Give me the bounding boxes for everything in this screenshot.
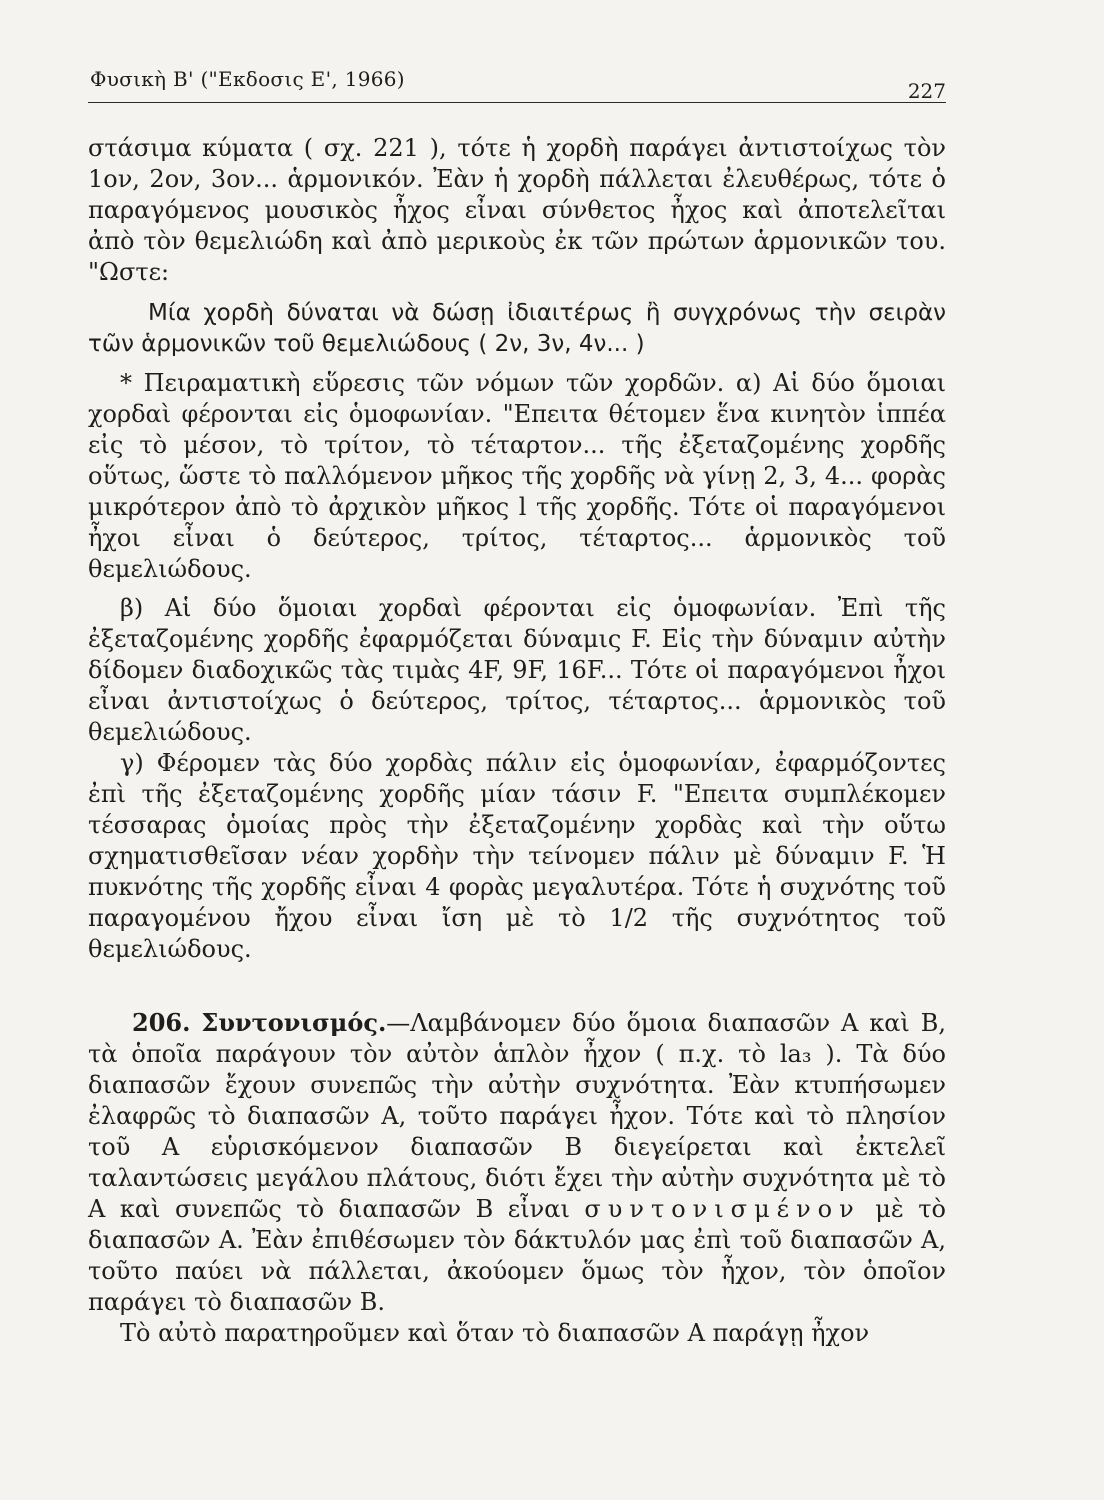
- section-number: 206.: [132, 1008, 191, 1037]
- section-text-b: μὲ τὸ διαπασῶν Α. Ἐὰν ἐπιθέσωμεν τὸν δάκτυλόν μας ἐπὶ τοῦ διαπασῶν Α, τοῦτο παύει νὰ πάλλεται, ἀκούομεν ὅμως τὸν ἦχον, τὸν ὁποῖον παράγει τὸ διαπασῶν Β.: [88, 1195, 946, 1316]
- section-206-paragraph: [88, 1007, 946, 1318]
- body-text: [88, 133, 946, 1349]
- paragraph-experiment-b: β) Αἱ δύο ὅμοιαι χορδαὶ φέρονται εἰς ὁμοφωνίαν. Ἐπὶ τῆς ἐξεταζομένης χορδῆς ἐφαρμόζεται δύναμις F. Εἰς τὴν δύναμιν αὐτὴν δίδομεν διαδοχικῶς τὰς τιμὰς 4F, 9F, 16F... Τότε οἱ παραγόμενοι ἦχοι εἶναι ἀντιστοίχως ὁ δεύτερος, τρίτος, τέταρτος... ἁρμονικὸς τοῦ θεμελιώδους.: [88, 594, 946, 746]
- section-text-a: Λαμβάνομεν δύο ὅμοια διαπασῶν Α καὶ Β, τὰ ὁποῖα παράγουν τὸν αὐτὸν ἁπλὸν ἦχον ( π.χ. τὸ la₃ ). Τὰ δύο διαπασῶν ἔχουν συνεπῶς τὴν αὐτὴν συχνότητα. Ἐὰν κτυπήσωμεν ἐλαφρῶς τὸ διαπασῶν Α, τοῦτο παράγει ἦχον. Τότε καὶ τὸ πλησίον τοῦ Α εὑρισκόμενον διαπασῶν Β διεγείρεται καὶ ἐκτελεῖ ταλαντώσεις μεγάλου πλάτους, διότι ἔχει τὴν αὐτὴν συχνότητα μὲ τὸ Α καὶ συνεπῶς τὸ διαπασῶν Β εἶναι: [88, 1009, 946, 1223]
- paragraph-standing-waves: στάσιμα κύματα ( σχ. 221 ), τότε ἡ χορδὴ παράγει ἀντιστοίχως τὸν 1ον, 2ον, 3ον... ἁρμονικόν. Ἐὰν ἡ χορδὴ πάλλεται ἐλευθέρως, τότε ὁ παραγόμενος μουσικὸς ἦχος εἶναι σύνθετος ἦχος καὶ ἀποτελεῖται ἀπὸ τὸν θεμελιώδη καὶ ἀπὸ μερικοὺς ἐκ τῶν πρώτων ἁρμονικῶν του. "Ωστε:: [88, 134, 946, 286]
- paragraph-last: Τὸ αὐτὸ παρατηροῦμεν καὶ ὅταν τὸ διαπασῶν Α παράγῃ ἦχον: [120, 1319, 870, 1347]
- rule-statement: Μία χορδὴ δύναται νὰ δώσῃ ἰδιαιτέρως ἢ συγχρόνως τὴν σειρὰν τῶν ἁρμονικῶν τοῦ θεμελιώδους ( 2ν, 3ν, 4ν... ): [88, 300, 946, 357]
- running-head: [88, 62, 946, 103]
- spaced-emphasis-word: συντονισμένον: [584, 1195, 861, 1223]
- paragraph-experiment-c: γ) Φέρομεν τὰς δύο χορδὰς πάλιν εἰς ὁμοφωνίαν, ἐφαρμόζοντες ἐπὶ τῆς ἐξεταζομένης χορδῆς μίαν τάσιν F. "Επειτα συμπλέκομεν τέσσαρας ὁμοίας πρὸς τὴν ἐξεταζομένην χορδὰς καὶ τὴν οὕτω σχηματισθεῖσαν νέαν χορδὴν τὴν τείνομεν πάλιν μὲ δύναμιν F. Ἡ πυκνότης τῆς χορδῆς εἶναι 4 φορὰς μεγαλυτέρα. Τότε ἡ συχνότης τοῦ παραγομένου ἤχου εἶναι ἴση μὲ τὸ 1/2 τῆς συχνότητος τοῦ θεμελιώδους.: [88, 749, 946, 963]
- section-title: Συντονισμός.: [201, 1008, 387, 1037]
- paragraph-experiment-a: * Πειραματικὴ εὕρεσις τῶν νόμων τῶν χορδῶν. α) Αἱ δύο ὅμοιαι χορδαὶ φέρονται εἰς ὁμοφωνίαν. "Επειτα θέτομεν ἕνα κινητὸν ἱππέα εἰς τὸ μέσον, τὸ τρίτον, τὸ τέταρτον... τῆς ἐξεταζομένης χορδῆς οὕτως, ὥστε τὸ παλλόμενον μῆκος τῆς χορδῆς νὰ γίνῃ 2, 3, 4... φορὰς μικρότερον ἀπὸ τὸ ἀρχικὸν μῆκος l τῆς χορδῆς. Τότε οἱ παραγόμενοι ἦχοι εἶναι ὁ δεύτερος, τρίτος, τέταρτος... ἁρμονικὸς τοῦ θεμελιώδους.: [88, 369, 946, 583]
- section-dash: —: [386, 1009, 411, 1037]
- running-head-title: Φυσικὴ Β' ("Εκδοσις Ε', 1966): [90, 67, 405, 91]
- page-number: 227: [907, 79, 946, 103]
